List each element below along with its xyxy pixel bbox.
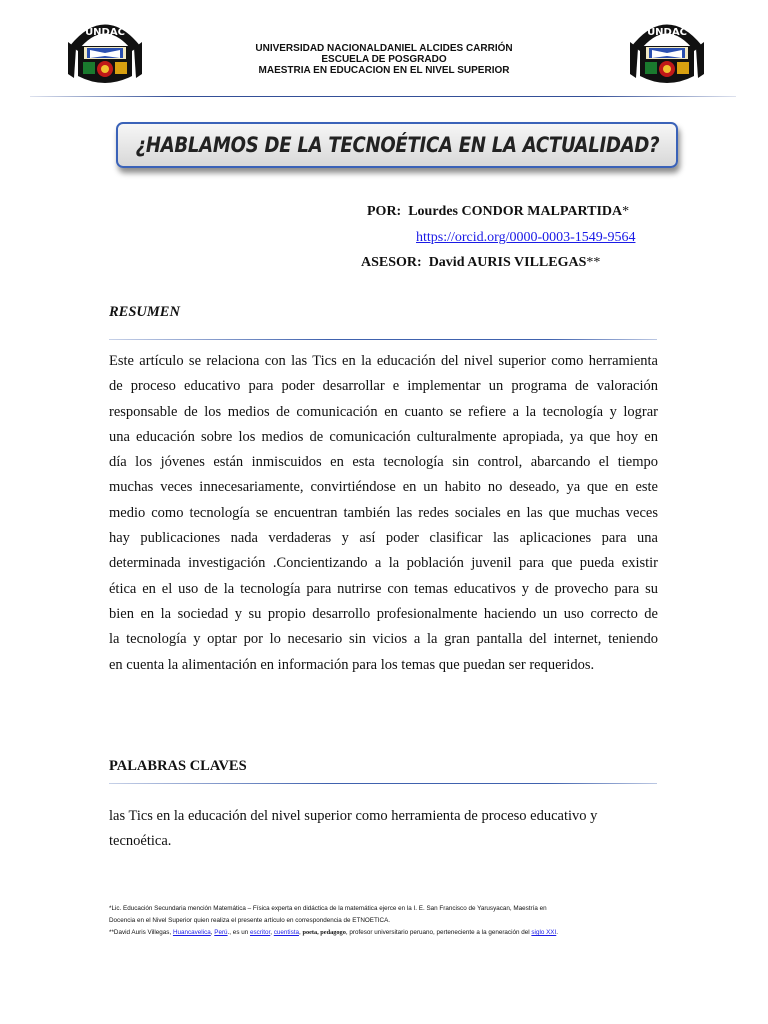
footnote-asesor [109, 927, 661, 939]
palabras-claves-divider [109, 783, 657, 784]
resumen-line: bien en la sociedad y su propio desarrollo profesionalmente haciendo un uso correcto de [109, 605, 658, 622]
program-name: MAESTRIA EN EDUCACION EN EL NIVEL SUPERIOR [258, 65, 510, 76]
resumen-line: día los jóvenes están inmiscuidos en esta tecnología sin control, abarcando el tiempo [109, 454, 658, 471]
por-label: POR: [367, 204, 402, 219]
footnote-author-line-1: *Lic. Educación Secundaria mención Matemática – Física experta en didáctica de la matemática ejerce en la I. E. San Francisco de Yarusyacan, Maestría en [109, 905, 547, 912]
university-name: UNIVERSIDAD NACIONALDANIEL ALCIDES CARRIÓN [255, 43, 513, 54]
cuentista-link[interactable]: cuentista [273, 929, 299, 936]
footnote-sep: , [210, 929, 215, 936]
footnotes [109, 903, 661, 939]
resumen-paragraph [109, 349, 658, 678]
footnote-text: , profesor universitario peruano, perteneciente a la generación del [345, 929, 532, 936]
orcid-link[interactable]: https://orcid.org/0000-0003-1549-9564 [416, 230, 636, 245]
footnote-asesor-prefix: **David Auris Villegas, [109, 929, 173, 936]
palabras-claves-heading: PALABRAS CLAVES [109, 758, 247, 774]
footnote-sep: , [270, 929, 274, 936]
resumen-line: de proceso educativo para poder desarrollar e implementar un programa de valoración [109, 378, 658, 395]
footnote-text: ., es un [227, 929, 250, 936]
resumen-line: medio como tecnología se encuentran también las redes sociales en las que muchas veces [109, 504, 658, 521]
escritor-link[interactable]: escritor [249, 929, 271, 936]
resumen-line: responsable de los medios de comunicación en cuanto se refiere a la tecnología y lograr [109, 403, 658, 420]
university-logo-left [66, 18, 144, 88]
svg-text:UNDAC: UNDAC [647, 27, 687, 38]
svg-text:UNDAC: UNDAC [85, 27, 125, 38]
article-title-box [116, 122, 678, 168]
keywords-paragraph [109, 804, 658, 854]
resumen-line: ética en el uso de la tecnología para nutrirse con temas educativos y de provecho para su [109, 580, 658, 597]
header-divider [30, 96, 736, 97]
resumen-line: en cuenta la alimentación en información para los temas que puedan ser requeridos. [109, 656, 595, 673]
siglo-xxi-link[interactable]: siglo XXI [531, 929, 557, 936]
author-footnote-mark: * [622, 204, 630, 219]
school-name: ESCUELA DE POSGRADO [321, 54, 447, 65]
author-line [367, 204, 629, 220]
resumen-line: muchas veces innecesariamente, convirtiéndose en un habito no deseado, ya que en este [109, 479, 658, 496]
asesor-line [361, 255, 600, 271]
author-name: Lourdes CONDOR MALPARTIDA [408, 204, 623, 219]
resumen-line: una educación sobre los medios de comunicación culturalmente apropiada, ya que hoy en [109, 428, 658, 445]
resumen-line: Este artículo se relaciona con las Tics en la educación del nivel superior como herramienta [109, 353, 658, 369]
resumen-line: determinada investigación .Concientizando a la población juvenil para que pueda existir [109, 555, 658, 572]
footnote-sep: , [298, 929, 303, 936]
article-title: ¿HABLAMOS DE LA TECNOÉTICA EN LA ACTUALIDAD? [135, 133, 659, 157]
footnote-end: . [556, 929, 558, 936]
keywords-line: las Tics en la educación del nivel superior como herramienta de proceso educativo y [109, 808, 598, 824]
footnote-author-line-2: Docencia en el Nivel Superior quien realiza el presente artículo en correspondencia de ETNOETICA. [109, 917, 391, 924]
footnote-bold-text: poeta, pedagogo [302, 929, 346, 936]
asesor-label: ASESOR: [361, 255, 422, 270]
university-logo-right [628, 18, 706, 88]
keywords-line: tecnoética. [109, 833, 172, 849]
orcid-line [416, 230, 635, 246]
asesor-name: David AURIS VILLEGAS [428, 255, 587, 270]
resumen-heading: RESUMEN [109, 304, 180, 320]
resumen-line: la tecnología y optar por lo necesario sin vicios a la gran pantalla del internet, teniendo [109, 631, 658, 648]
huancavelica-link[interactable]: Huancavelica [172, 929, 211, 936]
peru-link[interactable]: Perú [214, 929, 228, 936]
resumen-divider [109, 339, 657, 340]
institution-header [160, 43, 608, 76]
resumen-line: hay publicaciones nada verdaderas y así poder clasificar las aplicaciones para una [109, 530, 658, 547]
asesor-footnote-mark: ** [586, 255, 601, 270]
